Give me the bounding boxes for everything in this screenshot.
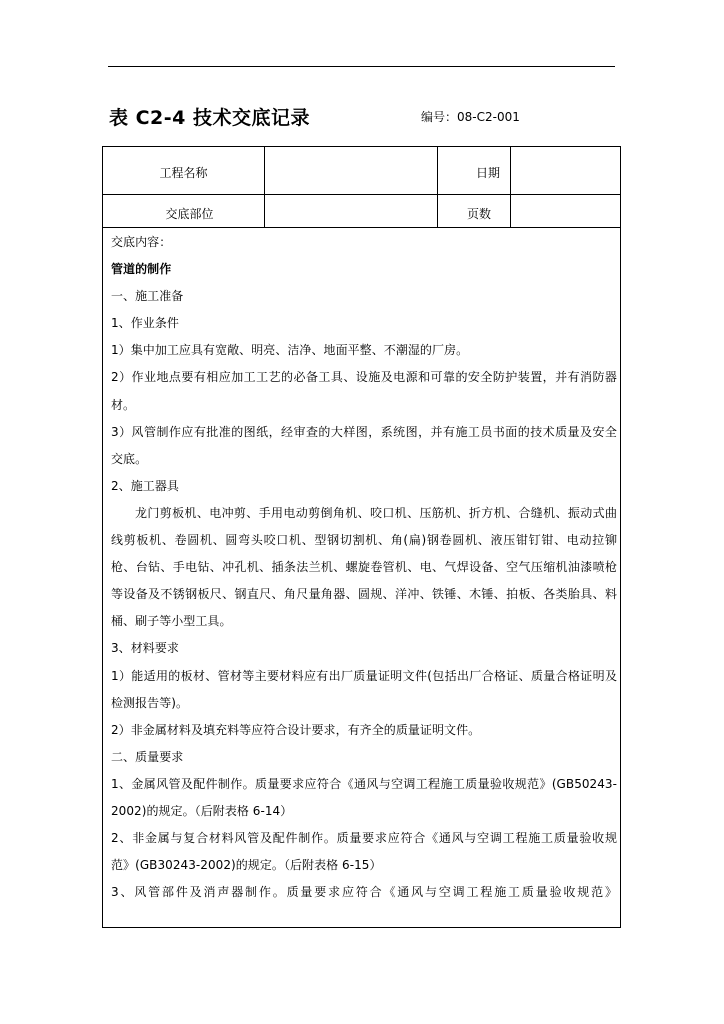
- column-divider: [264, 147, 265, 227]
- content-line: 一、施工准备: [111, 289, 184, 304]
- pages-label: [438, 205, 510, 222]
- project-name-label: 工程名称: [159, 166, 208, 180]
- row-divider: [103, 194, 620, 195]
- disclosure-form-table: [102, 146, 621, 928]
- top-rule: [108, 66, 615, 67]
- content-line: 范》(GB30243-2002)的规定。（后附表格 6-15）: [111, 858, 382, 873]
- content-line: 2、施工器具: [111, 478, 179, 493]
- disclosure-content: [111, 229, 617, 906]
- content-line: 2）作业地点要有相应加工工艺的必备工具、设施及电源和可靠的安全防护装置，并有消防器: [111, 370, 617, 385]
- content-line: 1）集中加工应具有宽敞、明亮、洁净、地面平整、不潮湿的厂房。: [111, 343, 469, 358]
- content-line: 1、金属风管及配件制作。质量要求应符合《通风与空调工程施工质量验收规范》(GB50243-: [111, 776, 617, 791]
- content-line: 1）能适用的板材、管材等主要材料应有出厂质量证明文件(包括出厂合格证、质量合格证明及: [111, 668, 617, 683]
- content-line: 2）非金属材料及填充料等应符合设计要求，有齐全的质量证明文件。: [111, 722, 481, 737]
- content-line: 线剪板机、卷圆机、圆弯头咬口机、型钢切割机、角(扁)钢卷圆机、液压钳钉钳、电动拉铆: [111, 533, 617, 548]
- content-line: 3、风管部件及消声器制作。质量要求应符合《通风与空调工程施工质量验收规范》: [111, 885, 617, 900]
- document-number: 编号：08-C2-001: [421, 110, 520, 124]
- date-label: [438, 164, 510, 181]
- pages-label-text: 页数: [466, 207, 491, 221]
- row-divider: [103, 227, 620, 228]
- content-line: 2、非金属与复合材料风管及配件制作。质量要求应符合《通风与空调工程施工质量验收规: [111, 831, 617, 846]
- content-line: 1、作业条件: [111, 316, 179, 331]
- page-title: 表 C2-4 技术交底记录: [109, 107, 310, 129]
- content-line: 桶、刷子等小型工具。: [111, 614, 232, 629]
- location-label-text: 交底部位: [165, 207, 214, 221]
- date-label-text: 日期: [475, 166, 500, 180]
- section-title: 管道的制作: [111, 262, 172, 277]
- content-line: 3、材料要求: [111, 641, 179, 656]
- column-divider: [510, 147, 511, 227]
- content-line: 龙门剪板机、电冲剪、手用电动剪倒角机、咬口机、压筋机、折方机、合缝机、振动式曲: [135, 505, 617, 520]
- location-label: [103, 205, 264, 222]
- content-line: 枪、台钻、手电钻、冲孔机、插条法兰机、螺旋卷管机、电、气焊设备、空气压缩机油漆喷枪: [111, 560, 617, 575]
- content-line: 3）风管制作应有批准的图纸，经审查的大样图，系统图，并有施工员书面的技术质量及安全: [111, 424, 617, 439]
- content-line: 等设备及不锈钢板尺、钢直尺、角尺量角器、圆规、洋冲、铁锤、木锤、拍板、各类胎具、料: [111, 587, 617, 602]
- content-line: 材。: [111, 397, 136, 412]
- content-line: 二、质量要求: [111, 749, 184, 764]
- content-heading: 交底内容：: [111, 235, 172, 249]
- content-line: 检测报告等)。: [111, 695, 189, 710]
- content-line: 交底。: [111, 451, 148, 466]
- content-line: 2002)的规定。（后附表格 6-14）: [111, 803, 293, 818]
